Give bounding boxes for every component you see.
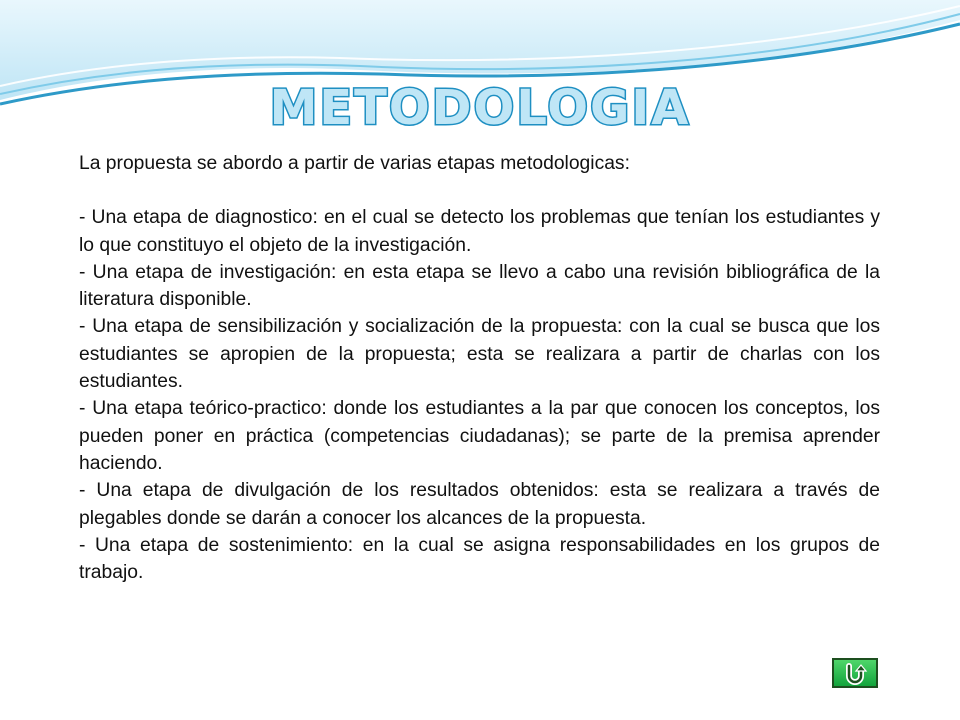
- slide-title: [269, 72, 691, 142]
- return-button[interactable]: [832, 658, 878, 688]
- stage-item: - Una etapa de divulgación de los resultados obtenidos: esta se realizara a través de plegables donde se darán a conocer los alcances de la propuesta.: [79, 480, 880, 529]
- intro-paragraph: La propuesta se abordo a partir de varias etapas metodologicas:: [79, 153, 630, 174]
- stage-item: - Una etapa de sostenimiento: en la cual se asigna responsabilidades en los grupos de trabajo.: [79, 534, 880, 584]
- stage-item: - Una etapa de diagnostico: en el cual se detecto los problemas que tenían los estudiantes y lo que constituyo el objeto de la investigación.: [79, 207, 880, 256]
- slide-body: [79, 150, 880, 586]
- stage-item: - Una etapa de sensibilización y socialización de la propuesta: con la cual se busca que los estudiantes se apropien de la propuesta; esta se realizara a partir de charlas con los estudiantes.: [79, 316, 880, 393]
- stage-item: - Una etapa teórico-practico: donde los estudiantes a la par que conocen los conceptos, los pueden poner en práctica (competencias ciudadanas); se parte de la premisa aprender haciendo.: [79, 398, 880, 474]
- return-arrow-icon: [843, 662, 867, 684]
- slide-title-text: METODOLOGIA: [269, 80, 691, 136]
- stage-item: - Una etapa de investigación: en esta etapa se llevo a cabo una revisión bibliográfica de la literatura disponible.: [79, 261, 880, 311]
